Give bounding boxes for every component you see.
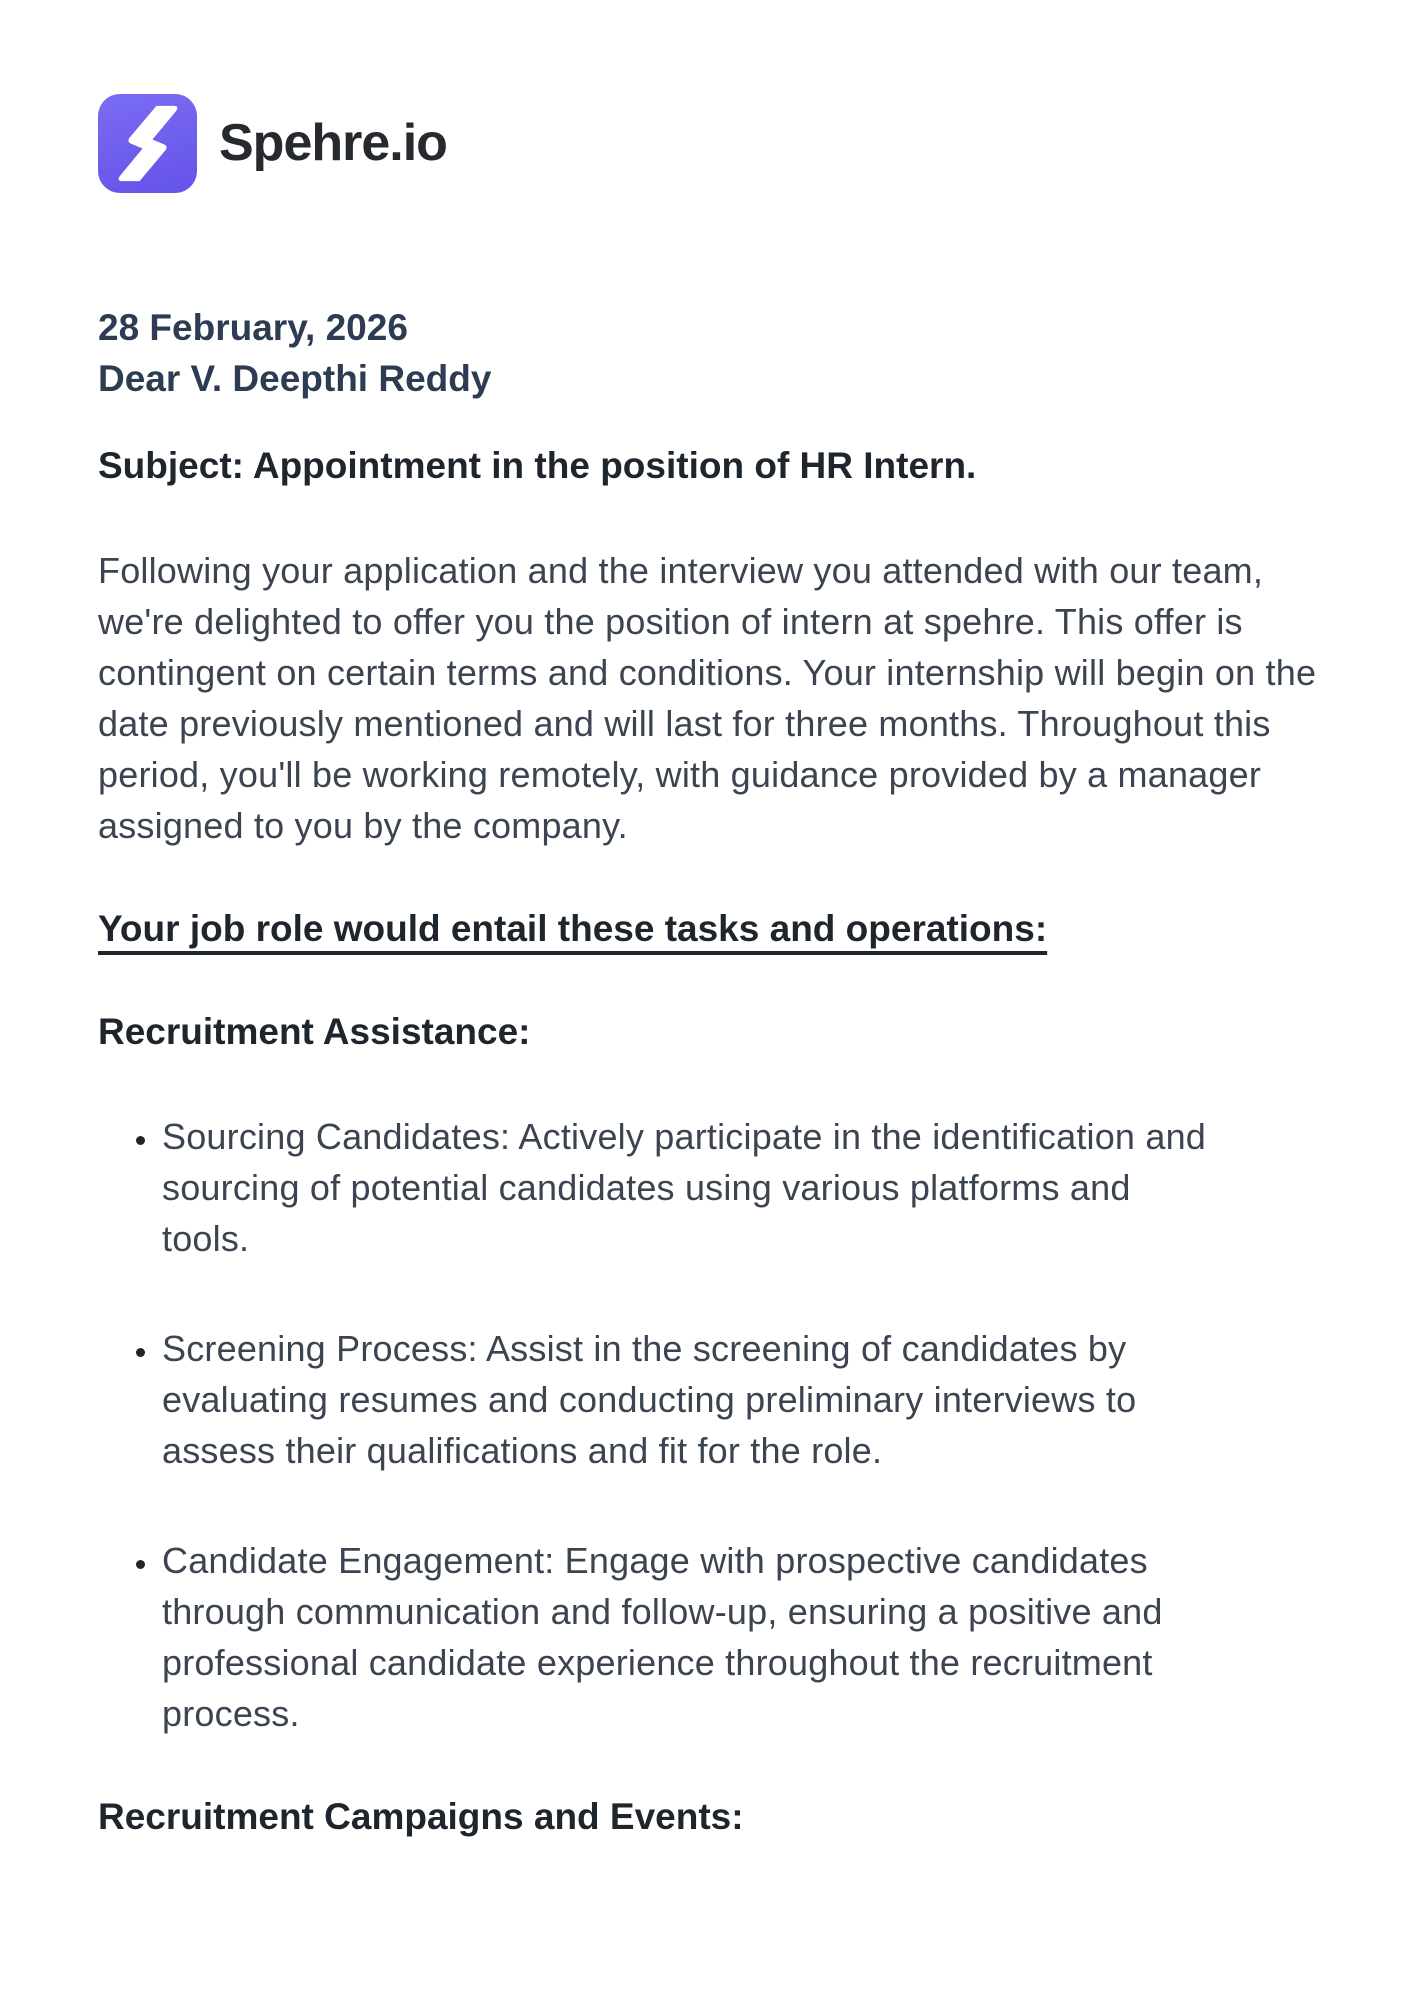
section-heading-job-role: Your job role would entail these tasks and operations: [98,908,1048,949]
letter-date: 28 February, 2026 [98,307,408,348]
brand-header [98,92,1322,194]
list-item-screening-process: • Screening Process: Assist in the screening of candidates by evaluating resumes and conducting preliminary interviews to assess their qualifications and fit for the role. [160,1323,1220,1476]
subsection-heading-recruitment-assistance: Recruitment Assistance: [98,1011,531,1052]
letter-intro-paragraph: Following your application and the interview you attended with our team, we're delighted to offer you the position of intern at spehre. This offer is contingent on certain terms and conditions. Your internship will begin on the date previously mentioned and will last for three months. Throughout this period, you'll be working remotely, with guidance provided by a manager assigned to you by the company. [98,550,1317,846]
list-item-sourcing-candidates: • Sourcing Candidates: Actively participate in the identification and sourcing of potential candidates using various platforms and tools. [160,1111,1220,1264]
brand-name: Spehre.io [219,114,447,172]
subsection-heading-recruitment-campaigns: Recruitment Campaigns and Events: [98,1796,744,1837]
s-bolt-icon [98,94,197,193]
recruitment-assistance-list [98,1111,1322,1739]
date-block [98,302,1322,404]
letter-salutation: Dear V. Deepthi Reddy [98,358,492,399]
letter-subject: Subject: Appointment in the position of HR Intern. [98,445,977,486]
list-item-candidate-engagement: • Candidate Engagement: Engage with prospective candidates through communication and follow-up, ensuring a positive and professional candidate experience throughout the recruitment process. [160,1535,1220,1739]
